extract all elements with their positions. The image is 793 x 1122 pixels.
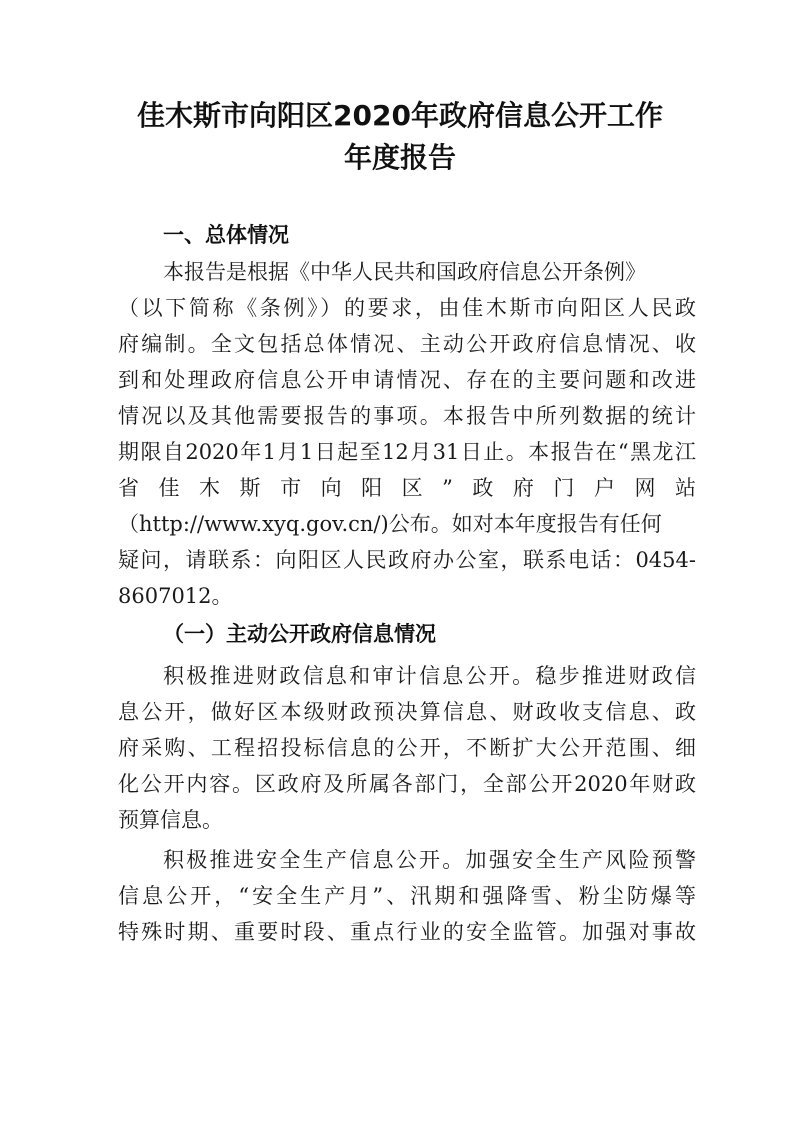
paragraph-line: 情况以及其他需要报告的事项。本报告中所列数据的统计 (118, 404, 696, 428)
paragraph-line: 府编制。全文包括总体情况、主动公开政府信息情况、收 (118, 332, 696, 356)
report-title-line-2: 年度报告 (343, 141, 456, 174)
paragraph-line: 化公开内容。区政府及所属各部门，全部公开2020年财政 (118, 772, 696, 796)
paragraph-line: （以下简称《条例》）的要求，由佳木斯市向阳区人民政 (118, 296, 696, 320)
paragraph-line: 8607012。 (118, 584, 233, 608)
report-title-line-1: 佳木斯市向阳区2020年政府信息公开工作 (137, 99, 663, 132)
paragraph-line: （http://www.xyq.gov.cn/)公布。如对本年度报告有任何 (118, 512, 662, 536)
paragraph-line: 疑问，请联系：向阳区人民政府办公室，联系电话：0454- (118, 548, 696, 572)
paragraph-line: 信息公开，“安全生产月”、汛期和强降雪、粉尘防爆等 (118, 884, 696, 908)
paragraph-line: 省佳木斯市向阳区”政府门户网站 (118, 476, 696, 500)
paragraph-line: 府采购、工程招投标信息的公开，不断扩大公开范围、细 (118, 736, 696, 760)
subsection-heading-proactive-disclosure: （一）主动公开政府信息情况 (163, 622, 436, 646)
paragraph-line: 期限自2020年1月1日起至12月31日止。本报告在“黑龙江 (118, 440, 696, 464)
paragraph-line: 本报告是根据《中华人民共和国政府信息公开条例》 (163, 260, 646, 284)
paragraph-line: 息公开，做好区本级财政预决算信息、财政收支信息、政 (118, 700, 696, 724)
paragraph-line: 到和处理政府信息公开申请情况、存在的主要问题和改进 (118, 368, 696, 392)
paragraph-line: 特殊时期、重要时段、重点行业的安全监管。加强对事故 (118, 920, 696, 944)
paragraph-line: 预算信息。 (118, 808, 223, 832)
paragraph-line: 积极推进安全生产信息公开。加强安全生产风险预警 (163, 848, 696, 872)
paragraph-line: 积极推进财政信息和审计信息公开。稳步推进财政信 (163, 664, 696, 688)
section-heading-overview: 一、总体情况 (163, 223, 289, 247)
